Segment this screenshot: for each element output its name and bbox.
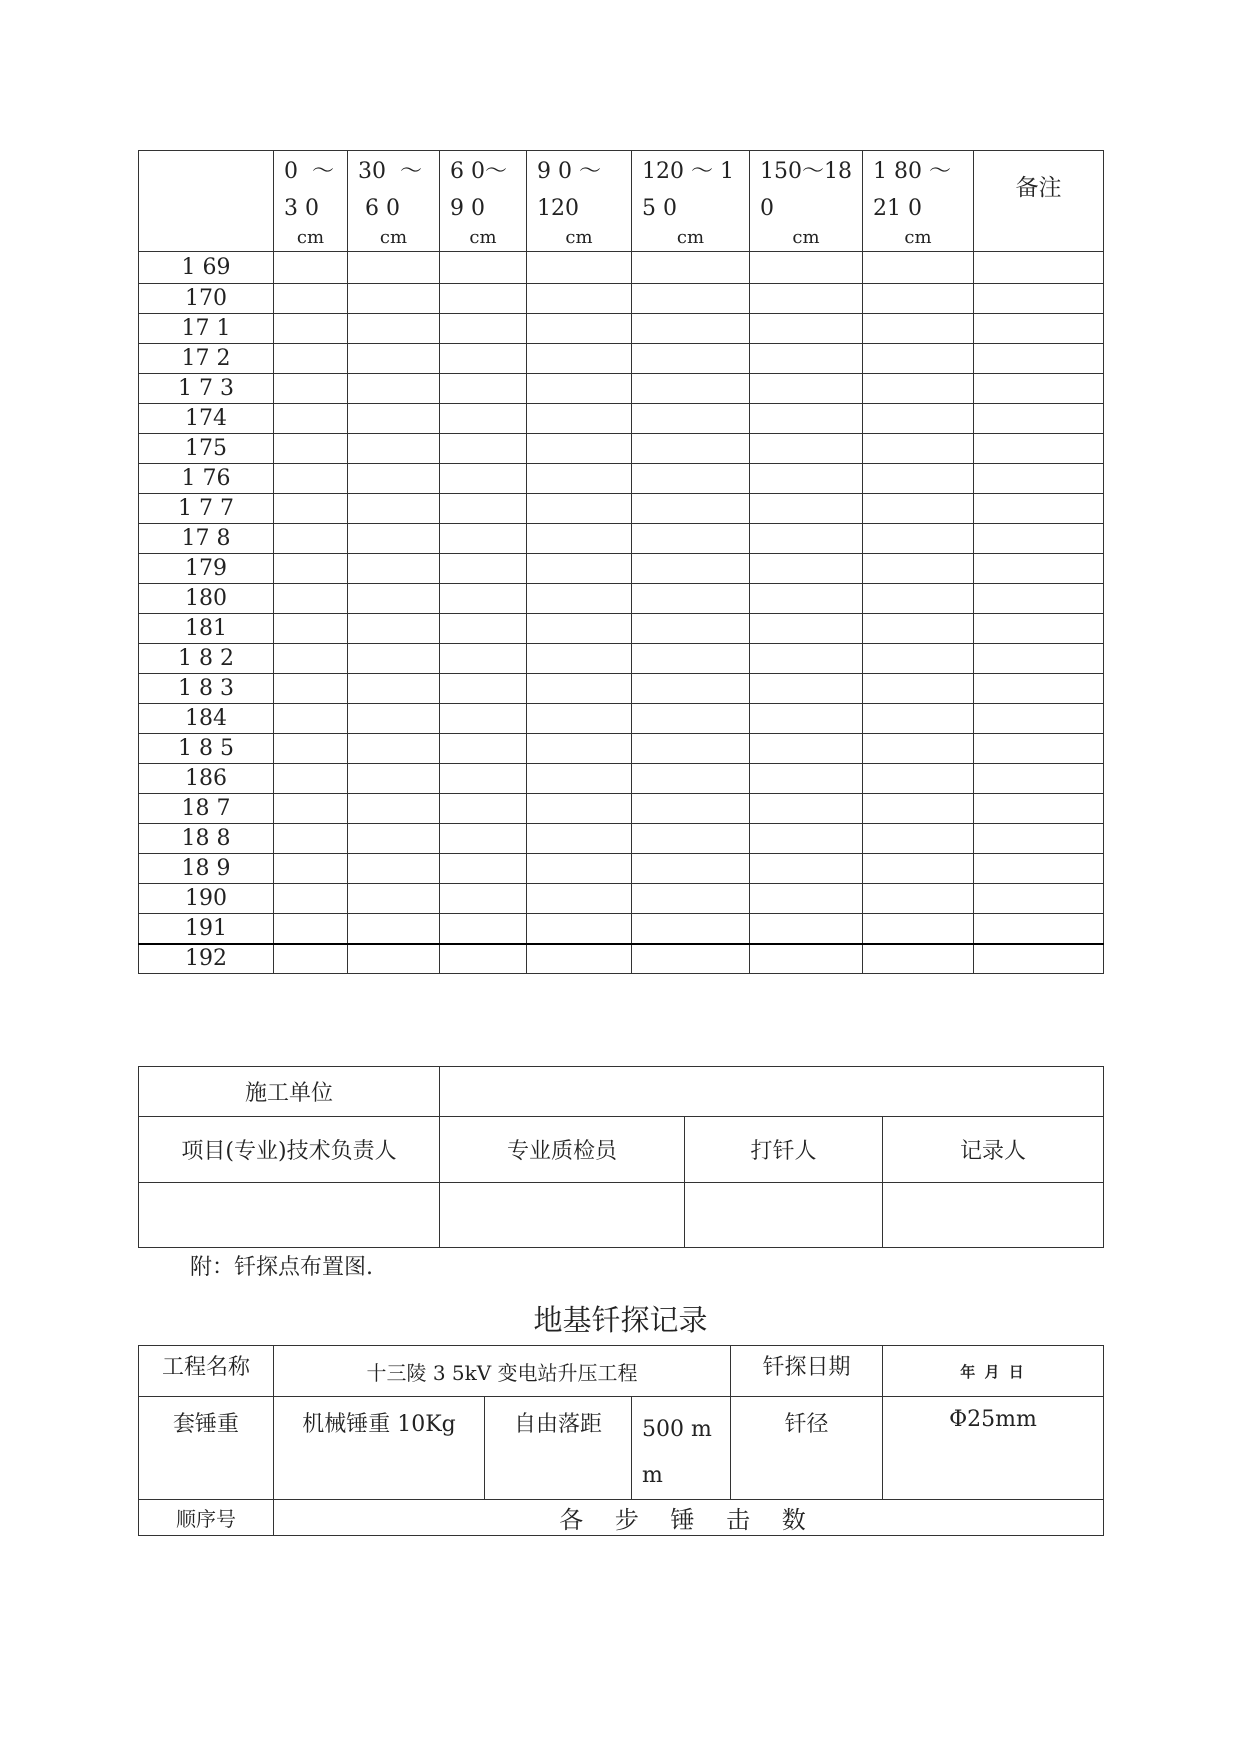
- remark-cell: [974, 644, 1104, 674]
- blow-count-cell: [274, 374, 348, 404]
- blow-count-cell: [348, 404, 440, 434]
- remark-cell: [974, 734, 1104, 764]
- blow-count-cell: [750, 644, 863, 674]
- blow-count-cell: [632, 374, 750, 404]
- blow-count-cell: [440, 464, 527, 494]
- table-row: [139, 644, 1104, 674]
- recorder-label: 记录人: [883, 1117, 1104, 1183]
- blow-count-cell: [863, 252, 974, 284]
- blow-count-cell: [750, 374, 863, 404]
- blow-count-cell: [750, 404, 863, 434]
- depth-header: 30 ～ 6 0 cm: [348, 151, 440, 252]
- remark-cell: [974, 494, 1104, 524]
- table-row: [139, 494, 1104, 524]
- blow-count-cell: [750, 584, 863, 614]
- table-row: [139, 914, 1104, 944]
- blow-count-cell: [863, 374, 974, 404]
- blow-count-cell: [527, 464, 632, 494]
- sequence-number: 1 7 3: [139, 374, 274, 404]
- attachment-note: 附：钎探点布置图.: [190, 1255, 373, 1280]
- blow-count-cell: [750, 314, 863, 344]
- blow-count-cell: [440, 434, 527, 464]
- blow-count-cell: [440, 914, 527, 944]
- blow-count-cell: [632, 674, 750, 704]
- blow-count-cell: [274, 464, 348, 494]
- blow-count-cell: [527, 404, 632, 434]
- blow-count-cell: [527, 854, 632, 884]
- table-row: [139, 884, 1104, 914]
- blow-count-cell: [348, 794, 440, 824]
- blow-count-cell: [440, 584, 527, 614]
- blow-count-cell: [274, 434, 348, 464]
- sequence-number: 1 8 5: [139, 734, 274, 764]
- blow-count-cell: [440, 524, 527, 554]
- remark-cell: [974, 674, 1104, 704]
- blow-count-cell: [863, 644, 974, 674]
- blow-count-cell: [348, 944, 440, 974]
- remark-cell: [974, 554, 1104, 584]
- remark-cell: [974, 314, 1104, 344]
- blow-count-cell: [632, 434, 750, 464]
- blow-count-cell: [863, 944, 974, 974]
- blow-count-cell: [274, 314, 348, 344]
- blow-count-cell: [750, 734, 863, 764]
- blow-count-cell: [440, 614, 527, 644]
- remark-cell: [974, 794, 1104, 824]
- blow-count-cell: [274, 524, 348, 554]
- blow-count-cell: [632, 404, 750, 434]
- blow-count-cell: [348, 674, 440, 704]
- blow-count-cell: [863, 764, 974, 794]
- blow-count-cell: [863, 494, 974, 524]
- blow-count-cell: [274, 284, 348, 314]
- blow-count-cell: [632, 704, 750, 734]
- blow-count-cell: [863, 344, 974, 374]
- blow-count-cell: [750, 252, 863, 284]
- table-row: [139, 614, 1104, 644]
- blow-count-cell: [348, 284, 440, 314]
- sequence-number: 17 8: [139, 524, 274, 554]
- blow-count-cell: [750, 884, 863, 914]
- remark-header: 备注: [974, 151, 1104, 252]
- blow-count-cell: [632, 734, 750, 764]
- blow-count-cell: [527, 764, 632, 794]
- qc-signature: [440, 1183, 685, 1248]
- blow-count-cell: [750, 794, 863, 824]
- blow-count-cell: [750, 914, 863, 944]
- signoff-table: [138, 1066, 1104, 1248]
- blow-count-cell: [274, 614, 348, 644]
- hammer-weight-label: 套锤重: [139, 1397, 274, 1500]
- blow-count-cell: [527, 252, 632, 284]
- blow-count-cell: [440, 494, 527, 524]
- blow-count-cell: [274, 674, 348, 704]
- blow-count-cell: [863, 704, 974, 734]
- blow-count-cell: [632, 644, 750, 674]
- remark-cell: [974, 464, 1104, 494]
- table-row: [139, 404, 1104, 434]
- table-row: [139, 284, 1104, 314]
- blow-count-cell: [527, 434, 632, 464]
- depth-header: 9 0 ～ 120 cm: [527, 151, 632, 252]
- blow-count-cell: [440, 344, 527, 374]
- sequence-number: 1 76: [139, 464, 274, 494]
- remark-cell: [974, 374, 1104, 404]
- tech-lead-signature: [139, 1183, 440, 1248]
- blow-count-cell: [863, 284, 974, 314]
- table-row: [139, 734, 1104, 764]
- sequence-number: 186: [139, 764, 274, 794]
- remark-cell: [974, 524, 1104, 554]
- blow-count-cell: [348, 584, 440, 614]
- blow-count-cell: [863, 524, 974, 554]
- blow-count-cell: [348, 314, 440, 344]
- blow-count-cell: [527, 374, 632, 404]
- blow-count-cell: [632, 764, 750, 794]
- remark-cell: [974, 252, 1104, 284]
- page-title: 地基钎探记录: [533, 1303, 708, 1337]
- depth-header: 6 0～ 9 0 cm: [440, 151, 527, 252]
- remark-cell: [974, 884, 1104, 914]
- blow-count-cell: [527, 524, 632, 554]
- remark-cell: [974, 404, 1104, 434]
- table-row: [139, 464, 1104, 494]
- blow-count-cell: [863, 614, 974, 644]
- blow-count-cell: [348, 374, 440, 404]
- blow-count-cell: [440, 674, 527, 704]
- blow-count-cell: [750, 494, 863, 524]
- construction-unit-value: [440, 1067, 1104, 1117]
- table-row: [139, 252, 1104, 284]
- blow-count-cell: [750, 344, 863, 374]
- blow-count-cell: [863, 314, 974, 344]
- construction-unit-label: 施工单位: [139, 1067, 440, 1117]
- table-row: [139, 314, 1104, 344]
- blow-count-label: 各 步 锤 击 数: [274, 1500, 1104, 1536]
- blow-count-cell: [632, 944, 750, 974]
- blow-count-cell: [750, 524, 863, 554]
- blow-count-cell: [440, 374, 527, 404]
- blow-count-cell: [863, 434, 974, 464]
- blow-count-cell: [527, 554, 632, 584]
- blow-count-cell: [348, 644, 440, 674]
- sequence-number: 1 8 3: [139, 674, 274, 704]
- blow-count-cell: [527, 584, 632, 614]
- blow-count-cell: [632, 344, 750, 374]
- corner-cell: [139, 151, 274, 252]
- recorder-signature: [883, 1183, 1104, 1248]
- table-row: [139, 374, 1104, 404]
- blow-count-cell: [440, 824, 527, 854]
- table-row: [139, 764, 1104, 794]
- sequence-number: 180: [139, 584, 274, 614]
- remark-cell: [974, 704, 1104, 734]
- blow-count-cell: [527, 344, 632, 374]
- blow-count-cell: [348, 884, 440, 914]
- blow-count-cell: [750, 284, 863, 314]
- blow-count-cell: [440, 944, 527, 974]
- sequence-label: 顺序号: [139, 1500, 274, 1536]
- sequence-number: 18 9: [139, 854, 274, 884]
- blow-count-cell: [527, 824, 632, 854]
- blow-count-cell: [632, 524, 750, 554]
- sequence-number: 191: [139, 914, 274, 944]
- sequence-number: 1 8 2: [139, 644, 274, 674]
- blow-count-cell: [527, 614, 632, 644]
- blow-count-cell: [440, 794, 527, 824]
- remark-cell: [974, 284, 1104, 314]
- table-row: [139, 344, 1104, 374]
- sequence-number: 175: [139, 434, 274, 464]
- blow-count-cell: [348, 344, 440, 374]
- sequence-number: 184: [139, 704, 274, 734]
- blow-count-cell: [863, 404, 974, 434]
- blow-count-cell: [632, 914, 750, 944]
- blow-count-cell: [274, 794, 348, 824]
- blow-count-cell: [863, 824, 974, 854]
- sequence-number: 17 2: [139, 344, 274, 374]
- blow-count-cell: [527, 884, 632, 914]
- table-row: [139, 524, 1104, 554]
- blow-count-cell: [527, 314, 632, 344]
- blow-count-cell: [440, 854, 527, 884]
- sequence-number: 18 8: [139, 824, 274, 854]
- blow-count-cell: [440, 704, 527, 734]
- blow-count-cell: [632, 554, 750, 584]
- blow-count-cell: [527, 794, 632, 824]
- blow-count-cell: [440, 404, 527, 434]
- blow-count-cell: [527, 494, 632, 524]
- blow-count-cell: [274, 644, 348, 674]
- blow-count-cell: [750, 464, 863, 494]
- sequence-number: 170: [139, 284, 274, 314]
- blow-count-cell: [632, 284, 750, 314]
- depth-header: 150～18 0 cm: [750, 151, 863, 252]
- blow-count-cell: [863, 854, 974, 884]
- blow-count-cell: [348, 764, 440, 794]
- blow-count-cell: [750, 854, 863, 884]
- blow-count-cell: [274, 824, 348, 854]
- driller-signature: [685, 1183, 883, 1248]
- remark-cell: [974, 584, 1104, 614]
- blow-count-cell: [750, 944, 863, 974]
- blow-count-cell: [632, 614, 750, 644]
- sequence-number: 18 7: [139, 794, 274, 824]
- sequence-number: 174: [139, 404, 274, 434]
- blow-count-cell: [348, 252, 440, 284]
- blow-count-cell: [632, 884, 750, 914]
- depth-header: 0 ～ 3 0 cm: [274, 151, 348, 252]
- qc-inspector-label: 专业质检员: [440, 1117, 685, 1183]
- blow-count-cell: [863, 794, 974, 824]
- info-table: [138, 1345, 1104, 1536]
- blow-count-cell: [348, 854, 440, 884]
- blow-count-cell: [274, 884, 348, 914]
- blow-count-cell: [632, 252, 750, 284]
- blow-count-cell: [750, 614, 863, 644]
- blow-count-cell: [527, 644, 632, 674]
- blow-count-cell: [440, 764, 527, 794]
- blow-count-cell: [274, 494, 348, 524]
- blow-count-cell: [348, 434, 440, 464]
- blow-count-cell: [527, 914, 632, 944]
- tech-lead-label: 项目(专业)技术负责人: [139, 1117, 440, 1183]
- blow-count-cell: [348, 914, 440, 944]
- sequence-number: 1 7 7: [139, 494, 274, 524]
- rod-diameter-label: 钎径: [731, 1397, 883, 1500]
- blow-count-cell: [750, 434, 863, 464]
- blow-count-cell: [274, 764, 348, 794]
- probe-date-label: 钎探日期: [731, 1346, 883, 1397]
- blow-count-cell: [274, 944, 348, 974]
- drop-distance-value: 500 m m: [632, 1397, 731, 1500]
- blow-count-cell: [863, 674, 974, 704]
- project-name-value: 十三陵 3 5kV 变电站升压工程: [274, 1346, 731, 1397]
- blow-count-cell: [632, 854, 750, 884]
- blow-count-cell: [274, 344, 348, 374]
- table-row: [139, 794, 1104, 824]
- driller-label: 打钎人: [685, 1117, 883, 1183]
- blow-count-cell: [348, 524, 440, 554]
- blow-count-cell: [274, 554, 348, 584]
- blow-count-cell: [863, 884, 974, 914]
- blow-count-cell: [632, 494, 750, 524]
- blow-count-cell: [863, 554, 974, 584]
- remark-cell: [974, 434, 1104, 464]
- table-row: [139, 674, 1104, 704]
- blow-count-cell: [348, 464, 440, 494]
- remark-cell: [974, 764, 1104, 794]
- blow-count-cell: [632, 464, 750, 494]
- blow-count-cell: [274, 854, 348, 884]
- blow-count-cell: [348, 494, 440, 524]
- blow-count-cell: [632, 584, 750, 614]
- blow-count-cell: [274, 734, 348, 764]
- table-row: [139, 704, 1104, 734]
- blow-count-cell: [348, 554, 440, 584]
- blow-count-cell: [863, 734, 974, 764]
- blow-count-cell: [348, 734, 440, 764]
- table-row: [139, 824, 1104, 854]
- blow-count-cell: [632, 794, 750, 824]
- table-row: [139, 554, 1104, 584]
- blow-count-cell: [274, 252, 348, 284]
- blow-count-cell: [440, 554, 527, 584]
- blow-count-cell: [750, 764, 863, 794]
- blow-count-cell: [863, 584, 974, 614]
- blow-count-cell: [274, 704, 348, 734]
- blow-count-cell: [440, 252, 527, 284]
- sequence-number: 190: [139, 884, 274, 914]
- remark-cell: [974, 914, 1104, 944]
- blow-count-cell: [440, 734, 527, 764]
- blow-count-cell: [348, 704, 440, 734]
- blow-count-cell: [274, 914, 348, 944]
- remark-cell: [974, 614, 1104, 644]
- header-row: [139, 151, 1104, 252]
- blow-count-cell: [750, 704, 863, 734]
- blow-count-cell: [750, 824, 863, 854]
- blow-count-cell: [527, 944, 632, 974]
- blow-count-cell: [527, 704, 632, 734]
- blow-count-cell: [440, 644, 527, 674]
- blow-count-cell: [750, 554, 863, 584]
- sequence-number: 192: [139, 944, 274, 974]
- table-row: [139, 854, 1104, 884]
- sequence-number: 179: [139, 554, 274, 584]
- sequence-number: 1 69: [139, 252, 274, 284]
- remark-cell: [974, 944, 1104, 974]
- blow-count-cell: [274, 404, 348, 434]
- blow-count-cell: [632, 824, 750, 854]
- table-row: [139, 584, 1104, 614]
- remark-cell: [974, 344, 1104, 374]
- sequence-number: 181: [139, 614, 274, 644]
- blow-count-cell: [440, 884, 527, 914]
- rod-diameter-value: Φ25mm: [883, 1397, 1104, 1500]
- blow-count-cell: [863, 914, 974, 944]
- probe-record-table: [138, 150, 1104, 974]
- blow-count-cell: [527, 674, 632, 704]
- project-name-label: 工程名称: [139, 1346, 274, 1397]
- blow-count-cell: [632, 314, 750, 344]
- table-row: [139, 434, 1104, 464]
- hammer-weight-value: 机械锤重 10Kg: [274, 1397, 485, 1500]
- probe-date-value: 年 月 日: [883, 1346, 1104, 1397]
- remark-cell: [974, 854, 1104, 884]
- blow-count-cell: [348, 614, 440, 644]
- depth-header: 120 ～ 1 5 0 cm: [632, 151, 750, 252]
- table-row: [139, 944, 1104, 974]
- blow-count-cell: [750, 674, 863, 704]
- remark-cell: [974, 824, 1104, 854]
- blow-count-cell: [527, 734, 632, 764]
- drop-distance-label: 自由落距: [485, 1397, 632, 1500]
- blow-count-cell: [527, 284, 632, 314]
- blow-count-cell: [348, 824, 440, 854]
- blow-count-cell: [863, 464, 974, 494]
- blow-count-cell: [274, 584, 348, 614]
- blow-count-cell: [440, 314, 527, 344]
- depth-header: 1 80 ～ 21 0 cm: [863, 151, 974, 252]
- blow-count-cell: [440, 284, 527, 314]
- sequence-number: 17 1: [139, 314, 274, 344]
